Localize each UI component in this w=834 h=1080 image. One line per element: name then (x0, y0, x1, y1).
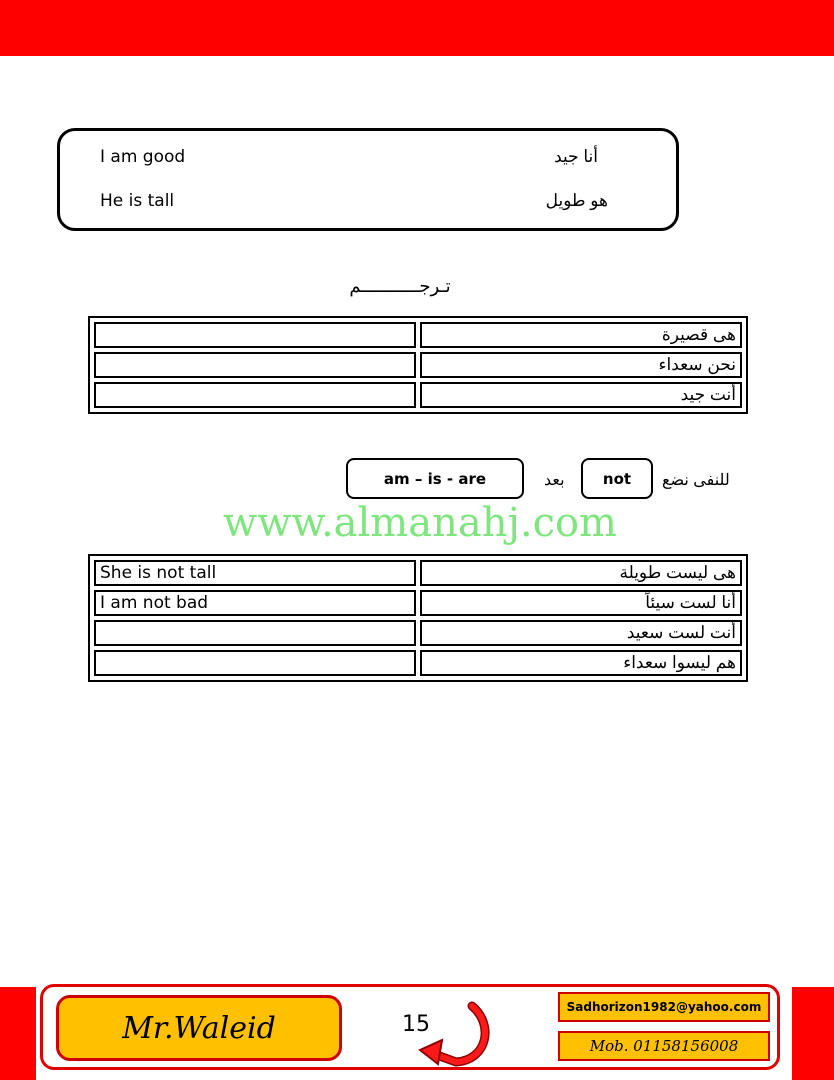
curved-arrow-icon (416, 1000, 492, 1072)
footer-left-red-block (0, 987, 36, 1080)
example-english-2: He is tall (100, 191, 175, 211)
arabic-cell: هى قصيرة (420, 322, 742, 348)
example-box (57, 128, 679, 231)
arabic-cell: أنت جيد (420, 382, 742, 408)
table-row (94, 620, 742, 646)
arabic-cell: هم ليسوا سعداء (420, 650, 742, 676)
answer-cell[interactable] (94, 650, 416, 676)
arabic-cell: أنت لست سعيد (420, 620, 742, 646)
footer-right-red-block (792, 987, 834, 1080)
verbs-pill: am – is - are (346, 458, 524, 499)
table-row (94, 352, 742, 378)
answer-cell[interactable] (94, 322, 416, 348)
arabic-cell: هى ليست طويلة (420, 560, 742, 586)
table-row (94, 650, 742, 676)
teacher-name-box: Mr.Waleid (56, 995, 342, 1061)
mobile-box: Mob. 01158156008 (558, 1031, 770, 1061)
email-box: Sadhorizon1982@yahoo.com (558, 992, 770, 1022)
table-row (94, 322, 742, 348)
translation-table-2 (88, 554, 748, 682)
answer-cell[interactable]: She is not tall (94, 560, 416, 586)
translation-table-1 (88, 316, 748, 414)
answer-cell[interactable] (94, 620, 416, 646)
arabic-cell: أنا لست سيئاً (420, 590, 742, 616)
arabic-cell: نحن سعداء (420, 352, 742, 378)
answer-cell[interactable] (94, 352, 416, 378)
translate-heading: تـرجـــــــــــم (349, 276, 451, 296)
negation-prefix: للنفى نضع (662, 472, 730, 489)
table-row (94, 560, 742, 586)
after-label: بعد (544, 472, 565, 489)
watermark: www.almanahj.com (222, 500, 617, 546)
example-arabic-2: هو طويل (545, 191, 608, 210)
page-number: 15 (402, 1012, 430, 1037)
table-row (94, 382, 742, 408)
not-pill: not (581, 458, 653, 499)
top-red-bar (0, 0, 834, 56)
answer-cell[interactable]: I am not bad (94, 590, 416, 616)
example-english-1: I am good (100, 147, 186, 167)
table-row (94, 590, 742, 616)
negation-rule (0, 458, 834, 500)
example-arabic-1: أنا جيد (554, 147, 598, 166)
answer-cell[interactable] (94, 382, 416, 408)
